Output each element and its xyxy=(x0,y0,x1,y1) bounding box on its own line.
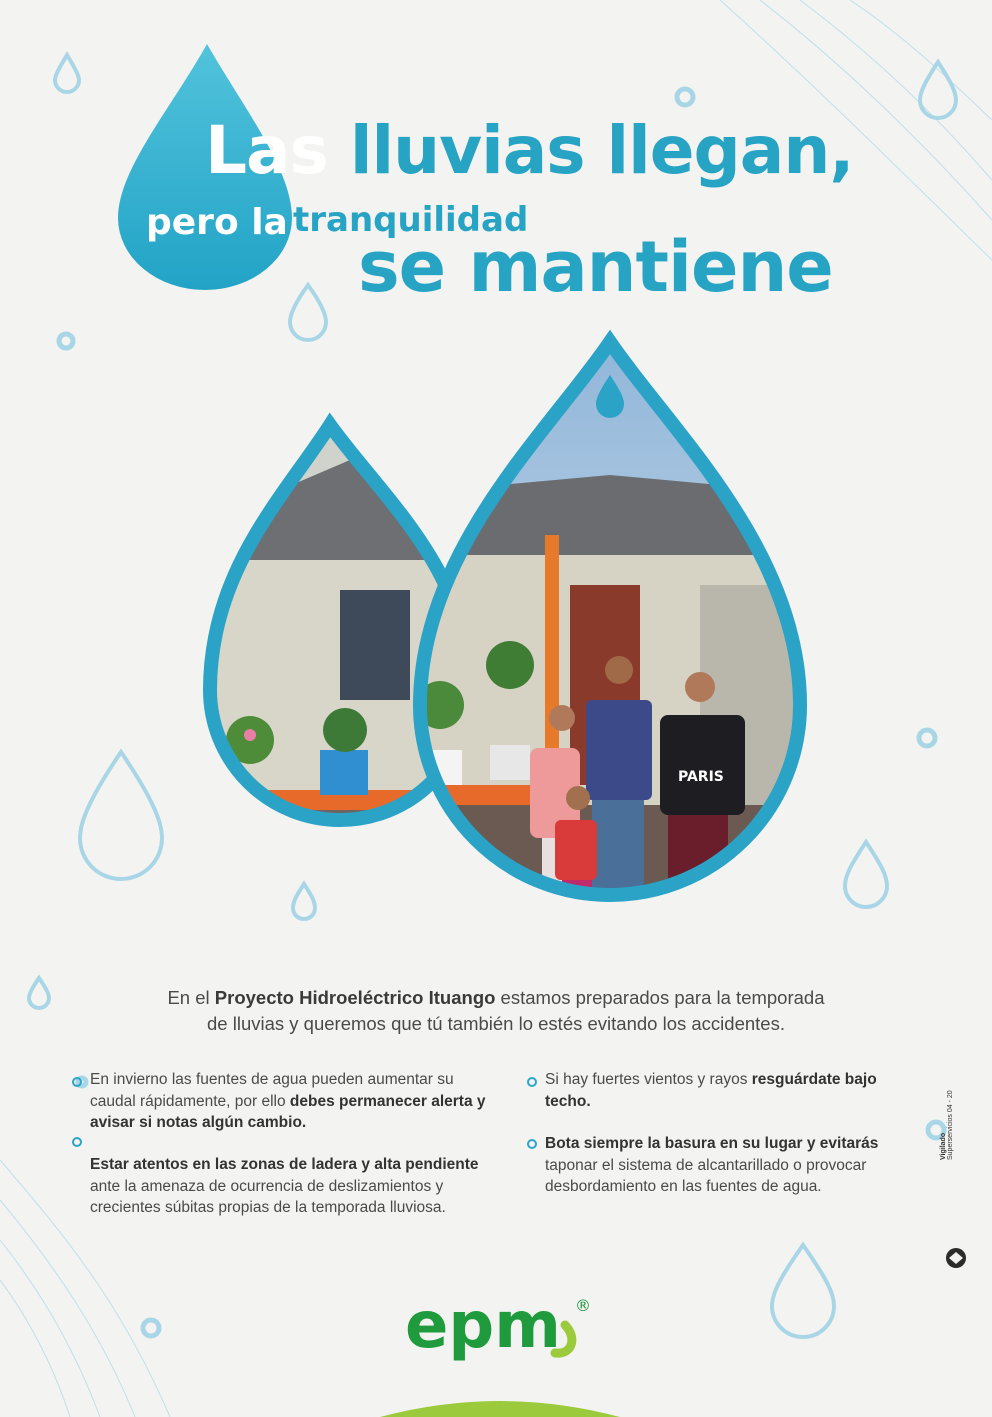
bullet-dot xyxy=(527,1077,537,1087)
bullet-dot xyxy=(72,1077,82,1087)
epm-logo xyxy=(405,1285,605,1375)
svg-text:®: ® xyxy=(575,1296,591,1315)
shirt-print: PARIS xyxy=(678,769,724,785)
headline-line-2a: pero la xyxy=(146,202,288,243)
bullet-dot xyxy=(527,1139,537,1149)
headline-line-2b: tranquilidad xyxy=(293,200,529,240)
superservicios-logo xyxy=(944,1246,968,1270)
svg-text:epm: epm xyxy=(405,1289,561,1363)
tip-2: Estar atentos en las zonas de ladera y alta pendiente ante la amenaza de ocurrencia de deslizamientos y crecientes súbitas propias de la temporada lluviosa. xyxy=(90,1156,479,1216)
vigilado-superservicios: Vigilado Superservicios 04 - 20 xyxy=(940,1090,954,1160)
headline-line-1: Las lluvias llegan, xyxy=(205,112,854,189)
tip-1: En invierno las fuentes de agua pueden aumentar su caudal rápidamente, por ello debes permanecer alerta y avisar si notas algún cambio. xyxy=(90,1071,486,1131)
intro-paragraph: En el Proyecto Hidroeléctrico Ituango estamos preparados para la temporada de lluvias y queremos que tú también lo estés evitando los accidentes. xyxy=(167,987,825,1034)
bullet-dot xyxy=(72,1137,82,1147)
headline-line-3: se mantiene xyxy=(358,226,833,308)
bottom-arc xyxy=(380,1395,620,1417)
tip-4: Bota siempre la basura en su lugar y evitarás taponar el sistema de alcantarillado o provocar desbordamiento en las fuentes de agua. xyxy=(545,1135,879,1195)
photo-drops xyxy=(190,320,830,980)
tip-3: Si hay fuertes vientos y rayos resguárdate bajo techo. xyxy=(545,1071,877,1110)
